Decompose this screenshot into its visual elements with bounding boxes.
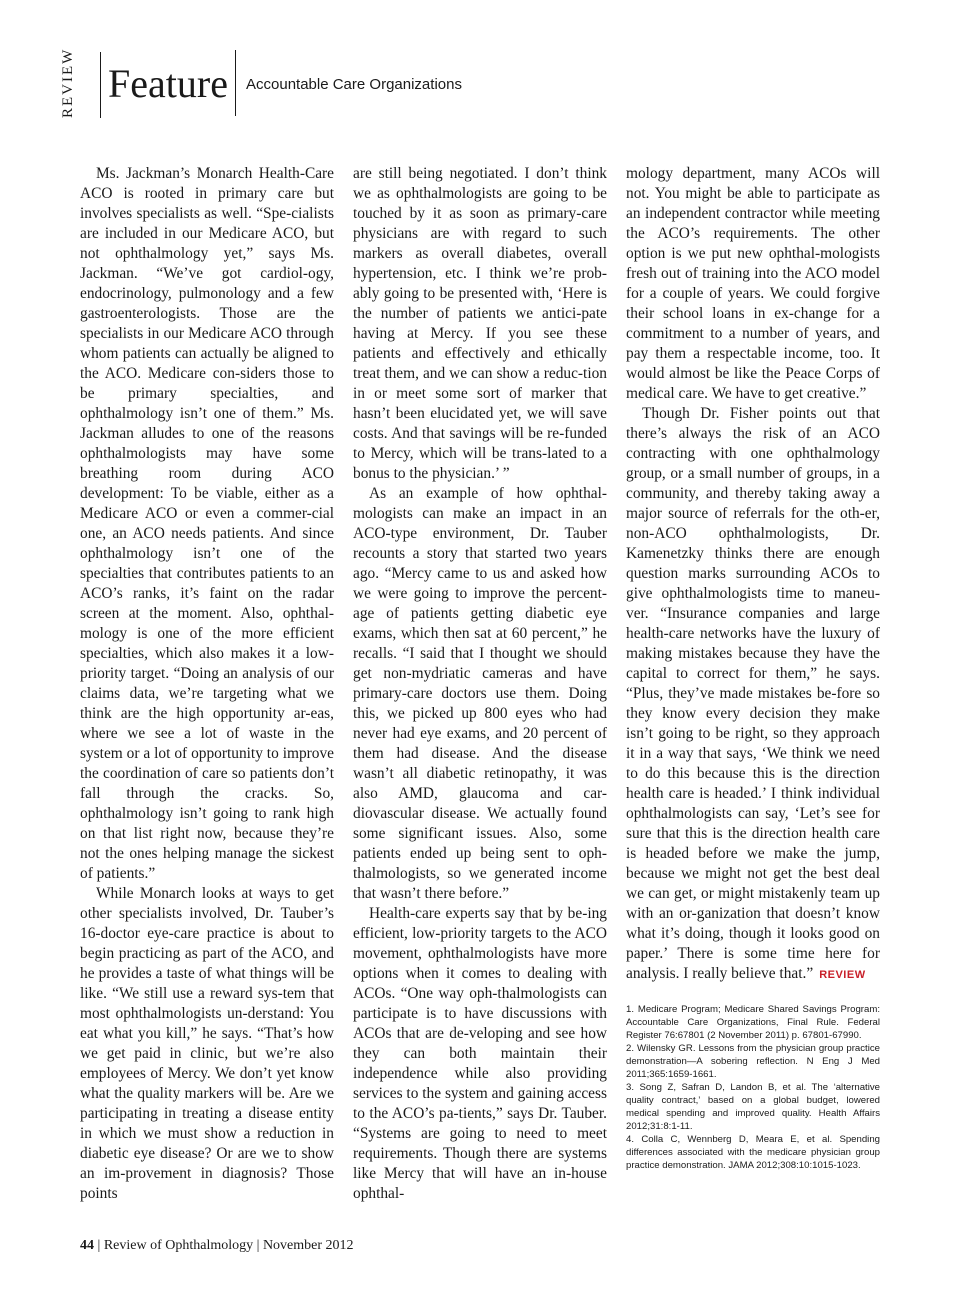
article-column-3: [626, 164, 880, 1172]
reference-item: 4. Colla C, Wennberg D, Meara E, et al. Spending differences associated with the medicare physician group practice demonstration. JAMA 2012;308:10:1015-1023.: [626, 1134, 880, 1171]
paragraph: Health-care experts say that by be-ing efficient, low-priority targets to the ACO movement, ophthalmologists have more options when it comes to dealing with ACOs. “One way oph-thalmologists can participate is to have discussions with ACOs that are de-veloping and see how they can both maintain their independence while also providing services to the system and gaining access to the ACO’s pa-tients,” says Dr. Tauber. “Systems are going to need to meet requirements. Though there are systems like Mercy that will have an in-house ophthal-: [353, 905, 607, 1202]
references-list: [626, 1003, 880, 1172]
page-header: [0, 0, 960, 130]
page-number: 44: [80, 1238, 94, 1253]
footer-separator: |: [256, 1238, 260, 1253]
paragraph: While Monarch looks at ways to get other specialists involved, Dr. Tauber’s 16-doctor eye-care practice is about to begin practicing as part of the ACO, and he provides a taste of what things will be like. “We still use a reward sys-tem that most ophthalmologists un-derstand: You eat what you kill,” he says. “That’s how we get paid in clinic, but we’re also employees of Mercy. We don’t yet know what the quality markers will be. Are we participating in treating a disease entity in which we must show a reduction in diabetic eye disease? Or are we to show an im-provement in diagnosis? Those points: [80, 885, 334, 1202]
article-column-2: [353, 164, 607, 1204]
paragraph-text: Though Dr. Fisher points out that there’s always the risk of an ACO contracting with one ophthalmology group, or a small number of groups, in a community, and thereby taking away a major source of referrals for the oth-er, non-ACO ophthalmologists, Dr. Kamenetzky thinks there are enough question marks surrounding ACOs to give ophthalmologists time to maneu-ver. “Insurance companies and large health-care networks have the luxury of making mistakes because they have the capital to correct for them,” he says. “Plus, they’ve made mistakes be-fore so they know every decision they make isn’t going to be right, so they approach it in a way that says, ‘We think we need to do this because this is the direction health care is headed.’ I think individual ophthalmologists can say, ‘Let’s see for sure that this is the direction health care is headed before we make the jump, because we might not get the best deal we can get, or might mistakenly team up with an or-ganization that doesn’t know what it’s doing, though it looks good on paper.’ There is some time here for analysis. I really believe that.”: [626, 405, 880, 982]
page-footer: [80, 1238, 354, 1254]
paragraph: Ms. Jackman’s Monarch Health-Care ACO is rooted in primary care but involves specialists as well. “Spe-cialists are included in our Medicare ACO, but not ophthalmology yet,” says Ms. Jackman. “We’ve got cardiol-ogy, endocrinology, pulmonology and a few gastroenterologists. Those are the specialists in our Medicare ACO through whom patients can actually be aligned to the ACO. Medicare con-siders those to be primary specialties, and ophthalmology isn’t one of them.” Ms. Jackman alludes to one of the reasons ophthalmologists may have some breathing room during ACO development: To be viable, either as a Medicare ACO or even a commer-cial one, an ACO needs patients. And since ophthalmology isn’t one of the specialties that contributes patients to an ACO’s ranks, it’s faint on the radar screen at the moment. Also, ophthal-mology is one of the more efficient specialties, which also makes it a low-priority target. “Doing an analysis of our claims data, we’re targeting what we think are the high opportunity ar-eas, where we see a lot of waste in the system or a lot of opportunity to improve the coordination of care so patients don’t fall through the cracks. So, ophthalmology isn’t going to rank high on that list right now, because they’re not the ones helping manage the sickest of patients.”: [80, 165, 334, 882]
section-title: Feature: [108, 61, 228, 106]
publication-name: Review of Ophthalmology: [103, 1238, 254, 1253]
article-column-1: [80, 164, 334, 1204]
header-divider-left: [100, 52, 101, 118]
paragraph-last: [626, 404, 880, 985]
reference-item: 2. Wilensky GR. Lessons from the physician group practice demonstration—A sobering reflection. N Eng J Med 2011;365:1659-1661.: [626, 1043, 880, 1080]
paragraph: mology department, many ACOs will not. You might be able to participate as an independent contractor while meeting the ACO’s requirements. The other option is we put new ophthal-mologists fresh out of training into the ACO model for a couple of years. We could forgive their school loans in ex-change for a commitment to a number of years, and pay them a respectable income, too. It would almost be like the Peace Corps of medical care. We have to get creative.”: [626, 165, 880, 402]
paragraph: As an example of how ophthal-mologists can make an impact in an ACO-type environment, Dr. Tauber recounts a story that started two years ago. “Mercy came to us and asked how we were going to improve the percent-age of patients getting diabetic eye exams, which then sat at 60 percent,” he recalls. “I said that I thought we should get non-mydriatic cameras and have primary-care doctors use them. Doing this, we picked up 800 eyes who had never had eye exams, and 20 percent of them had disease. And the disease wasn’t all diabetic retinopathy, it was also AMD, glaucoma and car-diovascular disease. We actually found some significant issues. Also, some patients ended up being sent to oph-thalmologists, so we generated income that wasn’t there before.”: [353, 485, 607, 902]
header-divider-right: [235, 50, 236, 116]
issue-date: November 2012: [262, 1238, 354, 1253]
reference-item: 1. Medicare Program; Medicare Shared Savings Program: Accountable Care Organizations, Final Rule. Federal Register 76:67801 (2 November 2011) p. 67801-67990.: [626, 1004, 880, 1041]
footer-separator: |: [97, 1238, 101, 1253]
end-of-article-mark: REVIEW: [819, 969, 866, 981]
section-subtitle: Accountable Care Organizations: [246, 76, 462, 93]
paragraph: are still being negotiated. I don’t think we as ophthalmologists are going to be touched by it as soon as primary-care physicians are with regard to such markers as overall diabetes, overall hypertension, etc. I think we’re prob-ably going to be presented with, ‘Here is the number of patients we antici-pate having at Mercy. If you see these patients and effectively and ethically treat them, and we can show a reduc-tion in or meet some sort of marker that hasn’t been elucidated yet, we will save costs. And that savings will be re-funded to Mercy, which will be trans-lated to a bonus to the physician.’ ”: [353, 165, 607, 482]
magazine-vertical-label: REVIEW: [60, 47, 76, 118]
reference-item: 3. Song Z, Safran D, Landon B, et al. The ‘alternative quality contract,’ based on a global budget, lowered medical spending and improved quality. Health Affairs 2012;31:8:1-11.: [626, 1082, 880, 1132]
